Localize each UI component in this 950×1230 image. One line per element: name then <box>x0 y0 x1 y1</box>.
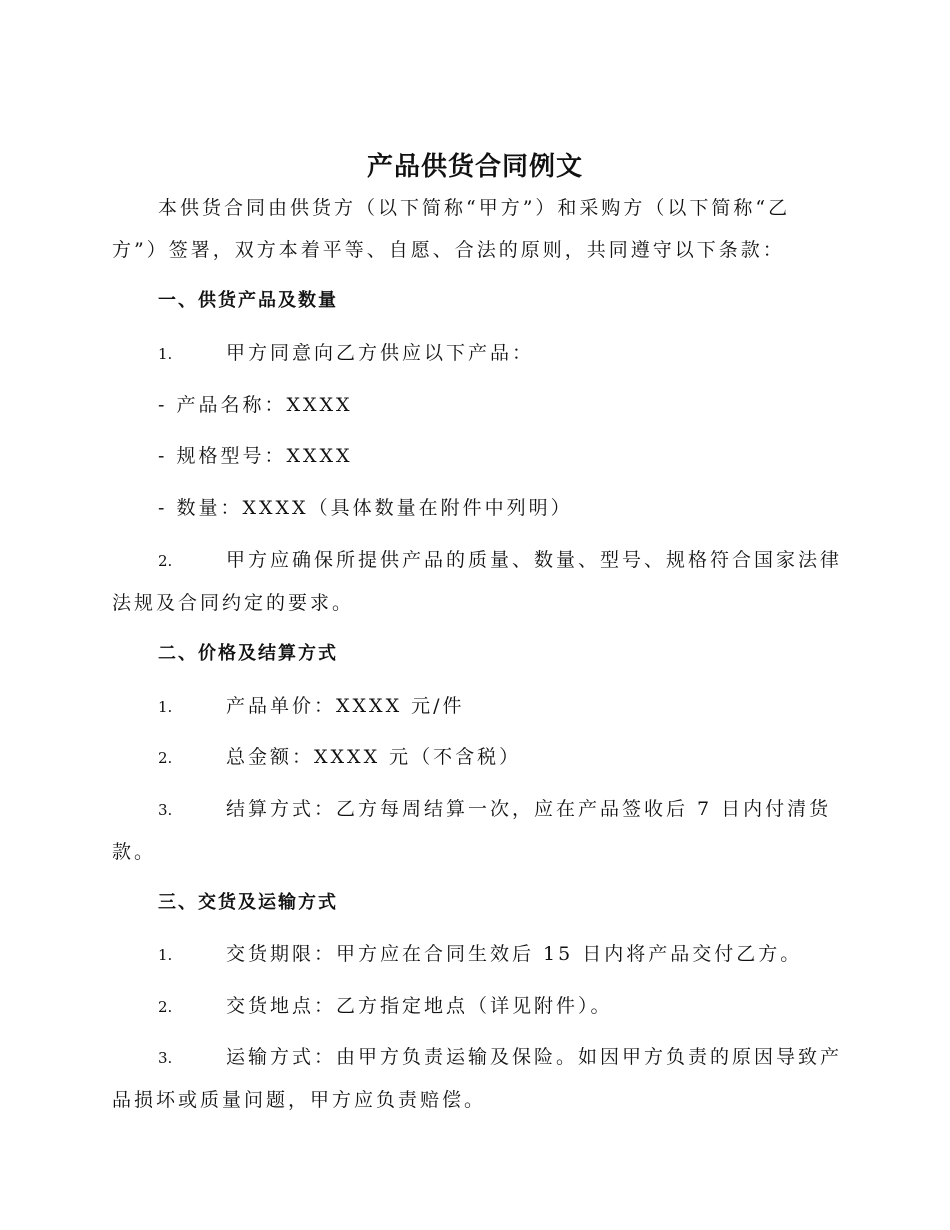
clause-number: 1. <box>158 345 173 363</box>
document-title: 产品供货合同例文 <box>366 152 583 182</box>
section-heading-price: 二、价格及结算方式 <box>158 643 338 664</box>
clause-text: 运输方式：由甲方负责运输及保险。如因甲方负责的原因导致产 <box>226 1046 843 1068</box>
clause-text: 甲方应确保所提供产品的质量、数量、型号、规格符合国家法律 <box>226 549 843 571</box>
clause-item <box>158 991 883 1022</box>
clause-number: 3. <box>158 1049 173 1067</box>
clause-item <box>158 691 883 722</box>
clause-text: 交货期限：甲方应在合同生效后 15 日内将产品交付乙方。 <box>226 943 803 965</box>
section-heading-delivery: 三、交货及运输方式 <box>158 892 338 913</box>
clause-continuation: 法规及合同约定的要求。 <box>112 592 355 614</box>
intro-paragraph-line-2: 方”）签署，双方本着平等、自愿、合法的原则，共同遵守以下条款： <box>112 239 785 261</box>
clause-item <box>158 742 883 773</box>
clause-item <box>158 1042 883 1073</box>
clause-number: 1. <box>158 698 173 716</box>
clause-text: 产品单价：XXXX 元/件 <box>226 695 465 717</box>
clause-item <box>158 338 883 369</box>
clause-item <box>158 939 883 970</box>
intro-paragraph-line-1: 本供货合同由供货方（以下简称“甲方”）和采购方（以下简称“乙 <box>158 197 791 219</box>
product-model-line: - 规格型号：XXXX <box>158 445 353 467</box>
section-heading-supply: 一、供货产品及数量 <box>158 290 338 311</box>
clause-number: 2. <box>158 552 173 570</box>
product-quantity-line: - 数量：XXXX（具体数量在附件中列明） <box>158 497 573 519</box>
clause-continuation: 款。 <box>112 841 157 863</box>
clause-number: 3. <box>158 801 173 819</box>
clause-number: 2. <box>158 749 173 767</box>
clause-item <box>158 794 883 825</box>
clause-text: 总金额：XXXX 元（不含税） <box>226 746 522 768</box>
clause-number: 1. <box>158 946 173 964</box>
product-name-line: - 产品名称：XXXX <box>158 394 353 416</box>
clause-item <box>158 545 883 576</box>
clause-continuation: 品损坏或质量问题，甲方应负责赔偿。 <box>112 1089 487 1111</box>
clause-text: 甲方同意向乙方供应以下产品： <box>226 342 535 364</box>
clause-text: 交货地点：乙方指定地点（详见附件）。 <box>226 995 613 1017</box>
clause-text: 结算方式：乙方每周结算一次，应在产品签收后 7 日内付清货 <box>226 798 832 820</box>
clause-number: 2. <box>158 998 173 1016</box>
